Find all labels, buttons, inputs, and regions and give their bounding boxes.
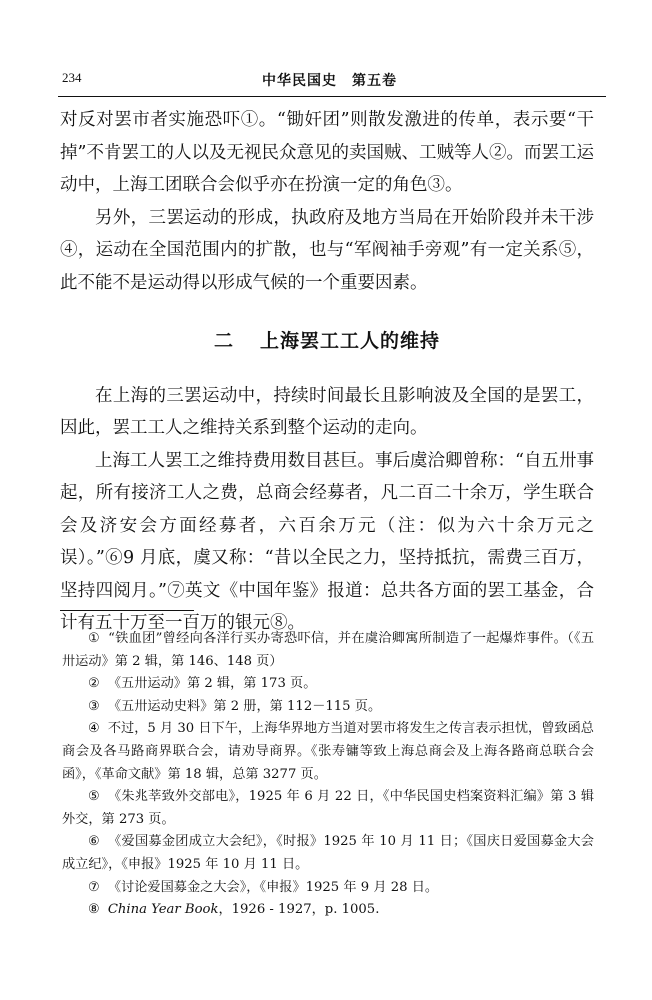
footnote xyxy=(62,696,594,719)
footnote-mark: ⑧ xyxy=(88,902,100,918)
paragraph: 对反对罢市者实施恐吓①。“锄奸团”则散发激进的传单，表示要“干掉”不肯罢工的人以及无视民众意见的卖国贼、工贼等人②。而罢工运动中，上海工团联合会似乎亦在扮演一定的角色③。 xyxy=(60,110,594,195)
footnote xyxy=(62,718,594,786)
footnote-text-rest: ，1926 - 1927，p. 1005. xyxy=(218,902,380,918)
footnote-text: “铁血团”曾经向各洋行买办寄恐吓信，并在虞洽卿寓所制造了一起爆炸事件。（《五卅运动》第 2 辑，第 146、148 页） xyxy=(62,631,595,669)
footnote-text: 《朱兆莘致外交部电》，1925 年 6 月 22 日，《中华民国史档案资料汇编》第 3 辑外交，第 273 页。 xyxy=(62,789,595,827)
footnote xyxy=(62,899,594,922)
main-text xyxy=(60,104,594,640)
page-header xyxy=(62,70,597,90)
section-number: 二 xyxy=(213,330,234,352)
footnote xyxy=(62,673,594,696)
footnote-text: 《五卅运动》第 2 辑，第 173 页。 xyxy=(107,676,317,692)
footnote-book-title: China Year Book xyxy=(107,902,219,918)
paragraph: 在上海的三罢运动中，持续时间最长且影响波及全国的是罢工，因此，罢工工人之维持关系到整个运动的走向。 xyxy=(60,385,594,438)
footnote-mark: ⑦ xyxy=(88,879,100,895)
footnotes xyxy=(62,628,594,922)
footnote xyxy=(62,786,594,831)
paragraph: 另外，三罢运动的形成，执政府及地方当局在开始阶段并未干涉④，运动在全国范围内的扩散，也与“军阀袖手旁观”有一定关系⑤，此不能不是运动得以形成气候的一个重要因素。 xyxy=(60,207,594,293)
page-number: 234 xyxy=(62,70,82,85)
footnote-mark: ④ xyxy=(88,721,100,737)
footnote-text: 不过，5 月 30 日下午，上海华界地方当道对罢市将发生之传言表示担忧，曾致函总商会及各马路商界联合会，请劝导商界。《张寿镛等致上海总商会及上海各路商总联合会函》，《革命文献》第 18 辑，总第 3277 页。 xyxy=(62,721,594,782)
footnote xyxy=(62,831,594,876)
footnote-mark: ⑤ xyxy=(88,789,101,805)
footnote-text: 《爱国募金团成立大会纪》，《时报》1925 年 10 月 11 日；《国庆日爱国募金大会成立纪》，《申报》1925 年 10 月 11 日。 xyxy=(62,834,594,872)
paragraph: 上海工人罢工之维持费用数目甚巨。事后虞洽卿曾称：“自五卅事起，所有接济工人之费，总商会经募者，凡二百二十余万，学生联合会及济安会方面经募者，六百余万元（注：似为六十余万元之误）。”⑥9 月底，虞又称：“昔以全民之力，坚持抵抗，需费三百万，坚持四阅月。”⑦英文《中国年鉴》报道：总共各方面的罢工基金，合计有五十万至一百万的银元⑧。 xyxy=(60,450,594,633)
footnote-text: 《五卅运动史料》第 2 册，第 112－115 页。 xyxy=(107,698,382,714)
footnote-mark: ② xyxy=(88,676,100,692)
footnote xyxy=(62,877,594,900)
footnote xyxy=(62,628,594,673)
footnote-mark: ① xyxy=(88,631,101,646)
footnote-mark: ⑥ xyxy=(88,834,101,850)
section-heading xyxy=(60,325,594,358)
running-title: 中华民国史 第五卷 xyxy=(262,73,397,89)
section-title: 上海罢工工人的维持 xyxy=(260,330,441,352)
footnote-text: 《讨论爱国募金之大会》，《申报》1925 年 9 月 28 日。 xyxy=(107,879,439,895)
footnote-mark: ③ xyxy=(88,698,100,714)
header-rule xyxy=(58,96,606,97)
footnote-separator xyxy=(60,610,194,611)
